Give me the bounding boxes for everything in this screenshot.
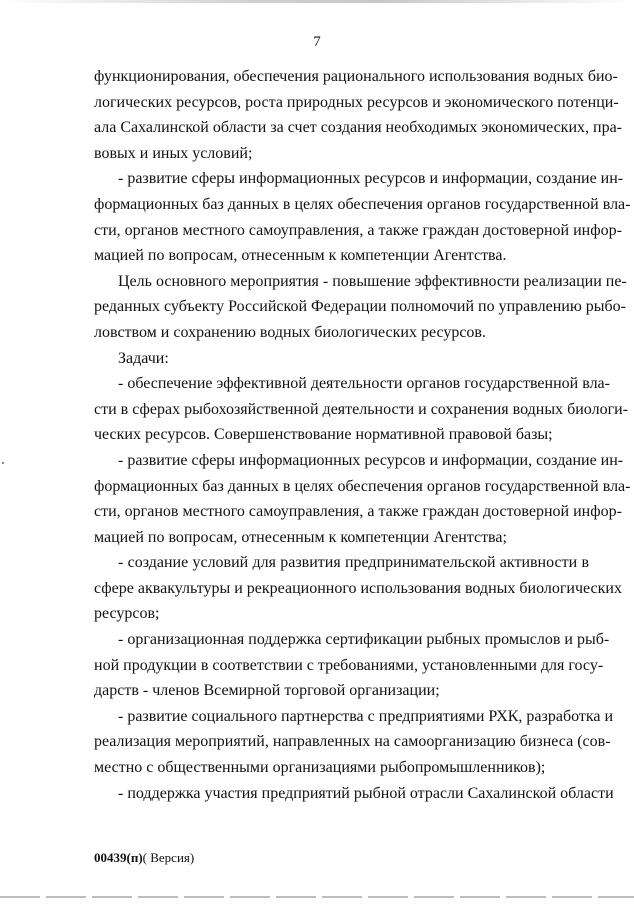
text-line: реализация мероприятий, направленных на самоорганизацию бизнеса (сов-: [94, 733, 611, 751]
text-line: формационных баз данных в целях обеспечения органов государственной вла-: [94, 195, 631, 213]
text-line: ала Сахалинской области за счет создания необходимых экономических, пра-: [94, 119, 623, 137]
text-line: сти в сферах рыбохозяйственной деятельности и сохранения водных биологи-: [94, 400, 629, 418]
task-item-2: [94, 448, 631, 550]
text-line: сти, органов местного самоуправления, а также граждан достоверной инфор-: [94, 221, 622, 239]
task-item-1: [94, 371, 629, 448]
text-line: Цель основного мероприятия - повышение эффективности реализации пе-: [118, 272, 627, 290]
task-item-5: [94, 704, 614, 781]
text-line: - организационная поддержка сертификации рыбных промыслов и рыб-: [118, 631, 610, 649]
scan-artifact-bottom: [0, 896, 634, 898]
text-line: ловством и сохранению водных биологических ресурсов.: [94, 323, 486, 341]
scan-artifact-top: [0, 0, 634, 3]
text-line: ной продукции в соответствии с требованиями, установленными для госу-: [94, 656, 604, 674]
text-line: ческих ресурсов. Совершенствование нормативной правовой базы;: [94, 426, 553, 444]
text-line: сфере аквакультуры и рекреационного использования водных биологических: [94, 579, 622, 597]
text-line: - создание условий для развития предпринимательской активности в: [118, 554, 589, 572]
scan-artifact-mark: [2, 462, 4, 464]
text-line: - развитие социального партнерства с предприятиями РХК, разработка и: [118, 707, 614, 725]
text-line: формационных баз данных в целях обеспечения органов государственной вла-: [94, 477, 631, 495]
text-line: - обеспечение эффективной деятельности органов государственной вла-: [118, 375, 610, 393]
paragraph-1: [94, 64, 623, 166]
text-line: Задачи:: [118, 349, 169, 367]
document-body: [94, 64, 631, 806]
text-line: - развитие сферы информационных ресурсов и информации, создание ин-: [118, 451, 624, 469]
document-code: 00439(п): [94, 850, 143, 865]
document-version: ( Версия): [142, 850, 195, 865]
task-item-6: [94, 781, 614, 807]
text-line: сти, органов местного самоуправления, а также граждан достоверной инфор-: [94, 503, 622, 521]
paragraph-goal: [94, 269, 627, 346]
text-line: ресурсов;: [94, 605, 160, 623]
text-line: логических ресурсов, роста природных ресурсов и экономического потенци-: [94, 93, 619, 111]
text-line: местно с общественными организациями рыбопромышленников);: [94, 759, 546, 777]
task-item-4: [94, 627, 610, 704]
text-line: - развитие сферы информационных ресурсов и информации, создание ин-: [118, 170, 624, 188]
text-line: вовых и иных условий;: [94, 144, 253, 162]
text-line: мацией по вопросам, отнесенным к компетенции Агентства.: [94, 247, 507, 265]
page-number: 7: [313, 34, 321, 50]
text-line: дарств - членов Всемирной торговой организации;: [94, 682, 440, 700]
paragraph-tasks-heading: [94, 346, 589, 372]
task-item-3: [94, 550, 622, 627]
text-line: - поддержка участия предприятий рыбной отрасли Сахалинской области: [118, 784, 614, 802]
text-line: мацией по вопросам, отнесенным к компетенции Агентства;: [94, 528, 507, 546]
document-footer: [94, 850, 194, 866]
paragraph-2: [94, 166, 631, 268]
text-line: функционирования, обеспечения рационального использования водных био-: [94, 68, 618, 85]
text-line: реданных субъекту Российской Федерации полномочий по управлению рыбо-: [94, 298, 626, 316]
